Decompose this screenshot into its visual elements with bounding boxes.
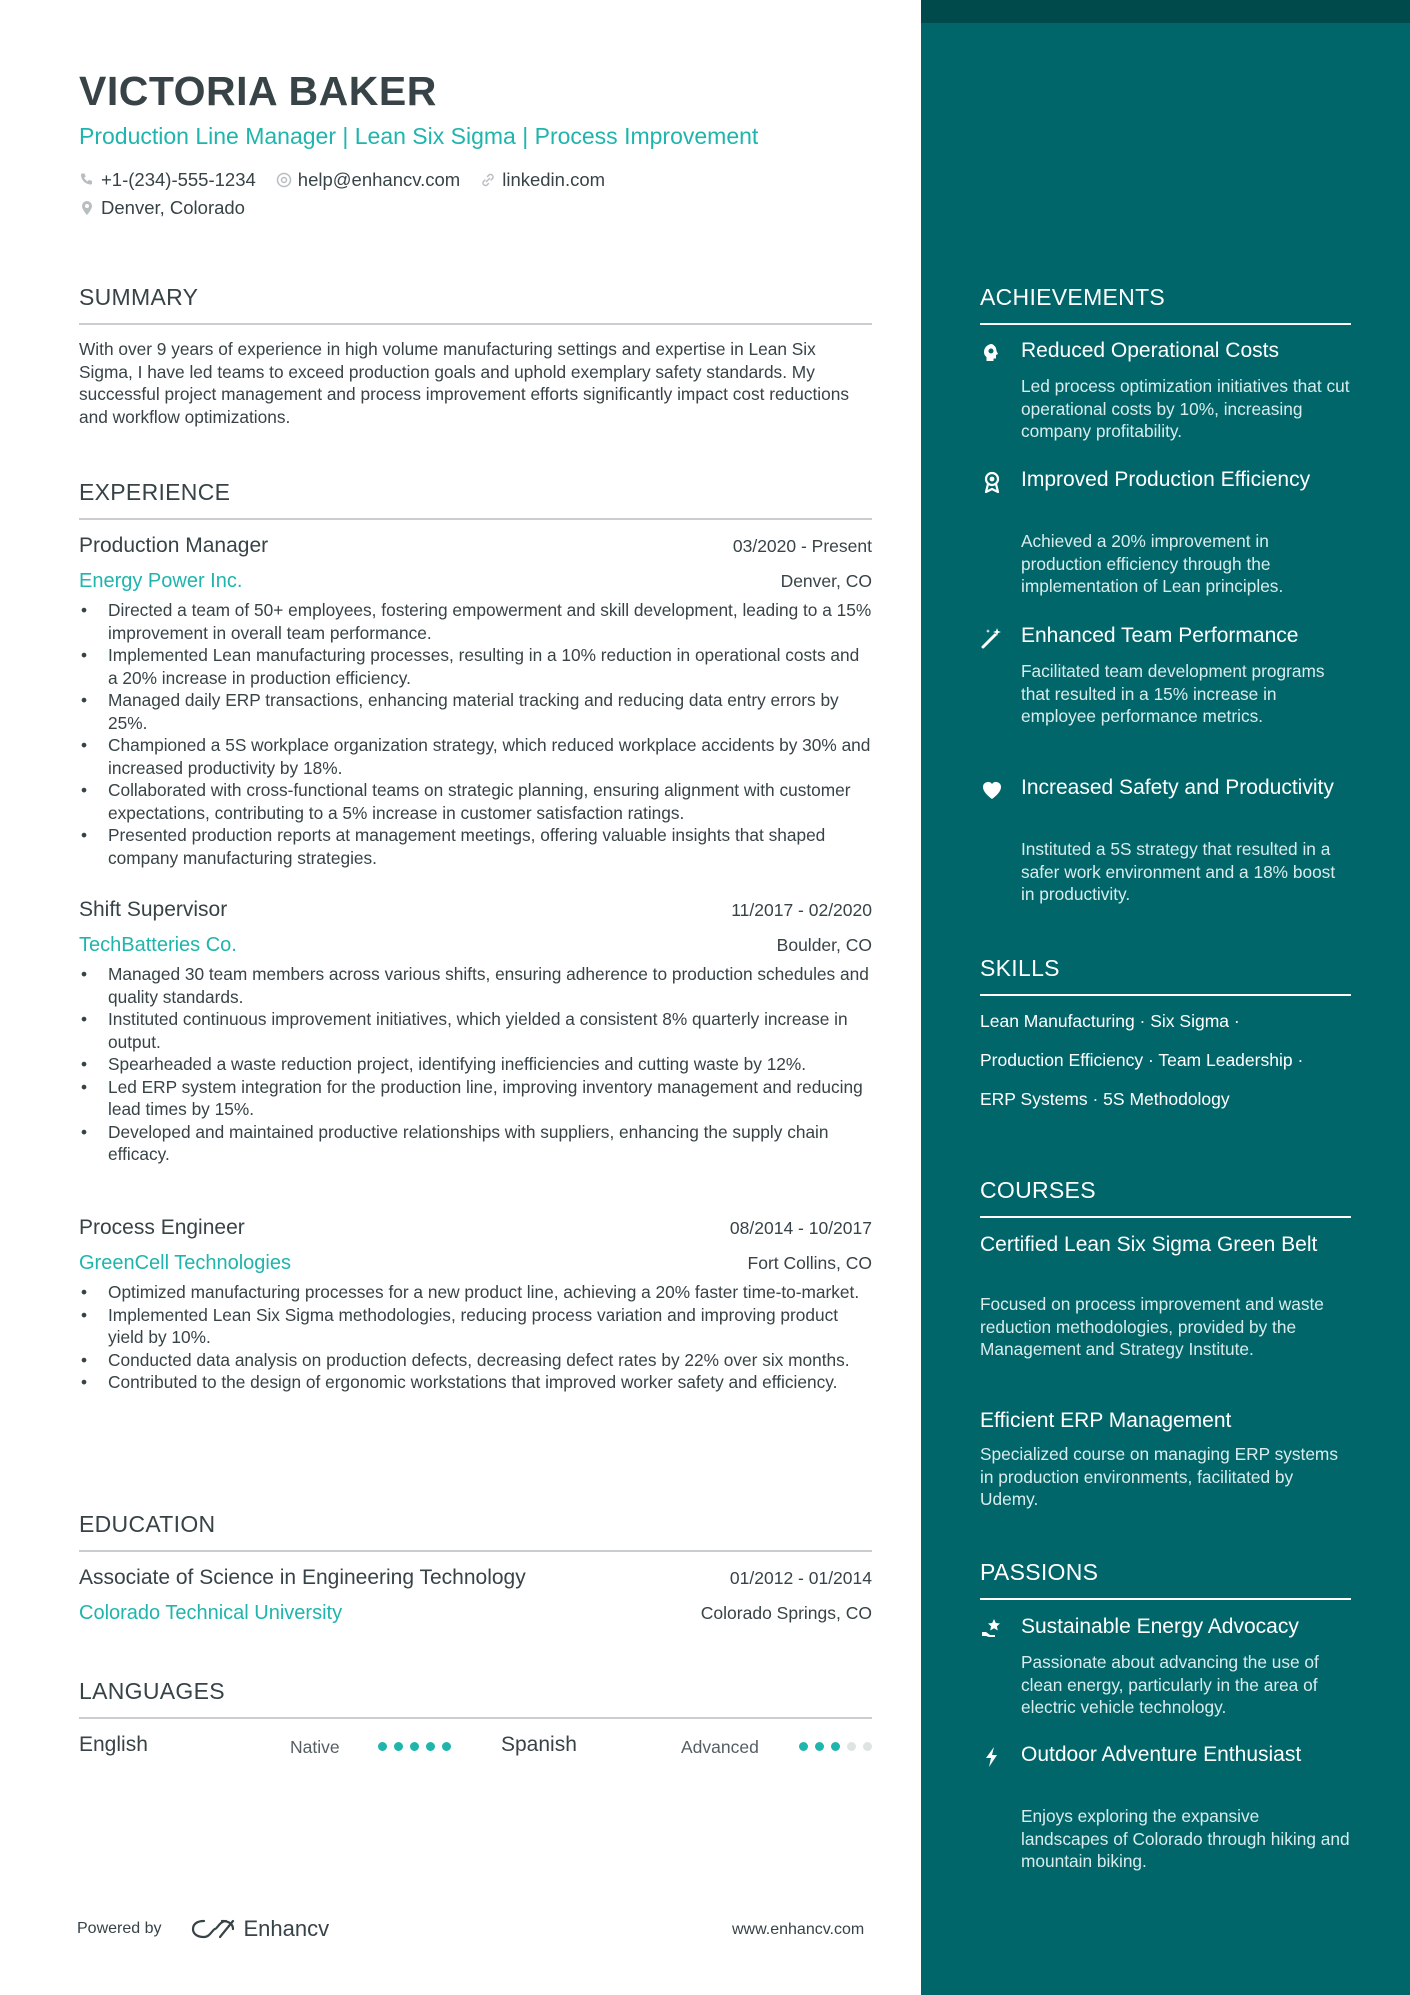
contact-email: [276, 169, 460, 191]
job-date: 03/2020 - Present: [732, 536, 872, 556]
language-rating: [378, 1742, 458, 1751]
contact-phone: [79, 169, 256, 191]
job-bullets: [79, 599, 872, 869]
job-date: 08/2014 - 10/2017: [729, 1218, 872, 1238]
course-desc: Focused on process improvement and waste reduction methodologies, provided by the Management and Strategy Institute.: [980, 1294, 1324, 1359]
job-entry: [79, 898, 872, 1166]
brand-name: Enhancv: [243, 1916, 330, 1941]
passions-title: PASSIONS: [980, 1559, 1351, 1600]
job-bullet: • Presented production reports at management meetings, offering valuable insights that shaped company manufacturing strategies.: [79, 824, 872, 869]
experience-title: EXPERIENCE: [79, 479, 872, 520]
achievement-desc: Facilitated team development programs that resulted in a 15% increase in employee performance metrics.: [1021, 661, 1325, 726]
experience-section: [79, 479, 872, 520]
job-bullet: • Managed daily ERP transactions, enhancing material tracking and reducing data entry errors by 25%.: [79, 689, 872, 734]
job-bullet: • Managed 30 team members across various shifts, ensuring adherence to production schedules and quality standards.: [79, 963, 872, 1008]
job-bullet: • Instituted continuous improvement initiatives, which yielded a consistent 8% quarterly increase in output.: [79, 1008, 872, 1053]
school-location: Colorado Springs, CO: [700, 1603, 872, 1623]
job-bullet: • Conducted data analysis on production defects, decreasing defect rates by 22% over six months.: [79, 1349, 872, 1372]
job-bullet: • Contributed to the design of ergonomic workstations that improved worker safety and efficiency.: [79, 1371, 872, 1394]
job-bullet: • Led ERP system integration for the production line, improving inventory management and reducing lead times by 15%.: [79, 1076, 872, 1121]
summary-section: [79, 284, 872, 428]
email-text[interactable]: help@enhancv.com: [297, 169, 461, 190]
rating-dot: [442, 1742, 451, 1751]
magic-wand-icon: [980, 626, 1004, 650]
rating-dot: [863, 1742, 872, 1751]
location-text: Denver, Colorado: [101, 197, 245, 218]
powered-by-text: Powered by: [77, 1920, 162, 1937]
award-icon: [980, 470, 1004, 494]
enhancv-logo[interactable]: [190, 1916, 330, 1942]
job-title: Production Manager: [79, 534, 269, 557]
languages-row: [79, 1733, 872, 1763]
skills-section: [980, 955, 1351, 996]
phone-icon: [79, 172, 95, 188]
rating-dot: [394, 1742, 403, 1751]
location-pin-icon: [79, 200, 95, 216]
rating-dot: [847, 1742, 856, 1751]
contact-row: [79, 169, 625, 191]
education-title: EDUCATION: [79, 1511, 872, 1552]
skills-line: Lean Manufacturing · Six Sigma ·: [980, 1011, 1240, 1031]
education-date: 01/2012 - 01/2014: [729, 1568, 872, 1588]
job-bullet: • Spearheaded a waste reduction project, identifying inefficiencies and cutting waste by 12%.: [79, 1053, 872, 1076]
link-icon: [480, 172, 496, 188]
skills-line: Production Efficiency · Team Leadership ·: [980, 1050, 1304, 1070]
passion-desc: Enjoys exploring the expansive landscapes of Colorado through hiking and mountain biking.: [1021, 1806, 1350, 1871]
language-name: English: [79, 1733, 148, 1756]
achievements-section: [980, 284, 1351, 325]
job-bullet: • Implemented Lean Six Sigma methodologies, reducing process variation and improving product yield by 10%.: [79, 1304, 872, 1349]
sidebar: [921, 0, 1410, 1995]
skills-line: ERP Systems · 5S Methodology: [980, 1089, 1230, 1109]
enhancv-logo-icon: [190, 1917, 236, 1941]
job-bullet: • Directed a team of 50+ employees, fostering empowerment and skill development, leading to a 15% improvement in overall team performance.: [79, 599, 872, 644]
sidebar-top-band: [921, 0, 1410, 23]
job-bullet: • Optimized manufacturing processes for a new product line, achieving a 20% faster time-to-market.: [79, 1281, 872, 1304]
job-entry: [79, 534, 872, 869]
summary-text: With over 9 years of experience in high volume manufacturing settings and expertise in Lean Six Sigma, I have led teams to exceed production goals and uphold exemplary safety standards. My successful project management and process improvement efforts significantly impact cost reductions and workflow optimizations.: [79, 339, 850, 427]
job-title: Process Engineer: [79, 1216, 245, 1239]
passion-desc: Passionate about advancing the use of clean energy, particularly in the area of electric vehicle technology.: [1021, 1652, 1319, 1717]
achievement-title: Enhanced Team Performance: [1021, 624, 1299, 647]
candidate-tagline: Production Line Manager | Lean Six Sigma | Process Improvement: [79, 123, 759, 149]
phone-text[interactable]: +1-(234)-555-1234: [101, 169, 256, 190]
summary-title: SUMMARY: [79, 284, 872, 325]
achievement-desc: Led process optimization initiatives that cut operational costs by 10%, increasing company profitability.: [1021, 376, 1350, 441]
footer-powered-by: [77, 1916, 329, 1942]
passion-title: Sustainable Energy Advocacy: [1021, 1615, 1299, 1638]
degree-title: Associate of Science in Engineering Technology: [79, 1566, 526, 1589]
rating-dot: [831, 1742, 840, 1751]
language-level: Advanced: [681, 1737, 759, 1757]
job-entry: [79, 1216, 872, 1394]
passion-title: Outdoor Adventure Enthusiast: [1021, 1743, 1302, 1766]
job-company: GreenCell Technologies: [79, 1252, 291, 1274]
achievement-title: Improved Production Efficiency: [1021, 468, 1311, 491]
skills-title: SKILLS: [980, 955, 1351, 996]
rating-dot: [815, 1742, 824, 1751]
rating-dot: [426, 1742, 435, 1751]
achievement-desc: Achieved a 20% improvement in production efficiency through the implementation of Lean principles.: [1021, 531, 1284, 596]
course-desc: Specialized course on managing ERP systems in production environments, facilitated by Udemy.: [980, 1444, 1338, 1509]
job-bullet: • Collaborated with cross-functional teams on strategic planning, ensuring alignment with customer expectations, contributing to a 5% increase in customer satisfaction ratings.: [79, 779, 872, 824]
at-icon: [276, 172, 292, 188]
job-bullet: • Implemented Lean manufacturing processes, resulting in a 10% reduction in operational costs and a 20% increase in production efficiency.: [79, 644, 872, 689]
job-bullets: [79, 1281, 872, 1394]
language-rating: [799, 1742, 879, 1751]
languages-title: LANGUAGES: [79, 1678, 872, 1719]
language-level: Native: [290, 1737, 340, 1757]
heart-icon: [980, 778, 1004, 802]
courses-title: COURSES: [980, 1177, 1351, 1218]
contact-location: [79, 197, 245, 219]
courses-section: [980, 1177, 1351, 1218]
rating-dot: [378, 1742, 387, 1751]
contact-linkedin: [480, 169, 605, 191]
footer-url[interactable]: www.enhancv.com: [732, 1921, 865, 1938]
job-bullet: • Developed and maintained productive relationships with suppliers, enhancing the supply chain efficacy.: [79, 1121, 872, 1166]
job-date: 11/2017 - 02/2020: [731, 900, 872, 920]
job-location: Denver, CO: [780, 571, 872, 591]
course-title: Efficient ERP Management: [980, 1409, 1232, 1432]
job-bullets: [79, 963, 872, 1166]
job-location: Fort Collins, CO: [747, 1253, 872, 1273]
candidate-name: VICTORIA BAKER: [79, 68, 437, 114]
achievements-title: ACHIEVEMENTS: [980, 284, 1351, 325]
contact-row-location: [79, 197, 265, 219]
school-name: Colorado Technical University: [79, 1602, 343, 1624]
education-entry: [79, 1566, 872, 1625]
linkedin-text[interactable]: linkedin.com: [502, 169, 606, 190]
course-title: Certified Lean Six Sigma Green Belt: [980, 1233, 1318, 1256]
job-company: Energy Power Inc.: [79, 570, 243, 592]
rating-dot: [799, 1742, 808, 1751]
rating-dot: [410, 1742, 419, 1751]
lightbulb-head-icon: [980, 341, 1004, 365]
job-bullet: • Championed a 5S workplace organization strategy, which reduced workplace accidents by 30% and increased productivity by 18%.: [79, 734, 872, 779]
language-name: Spanish: [501, 1733, 577, 1756]
achievement-title: Increased Safety and Productivity: [1021, 776, 1334, 799]
achievement-desc: Instituted a 5S strategy that resulted in a safer work environment and a 18% boost in productivity.: [1021, 839, 1336, 904]
achievement-title: Reduced Operational Costs: [1021, 339, 1279, 362]
job-company: TechBatteries Co.: [79, 934, 237, 956]
job-title: Shift Supervisor: [79, 898, 228, 921]
passions-section: [980, 1559, 1351, 1600]
education-section: [79, 1511, 872, 1552]
lightning-icon: [980, 1745, 1004, 1769]
star-hand-icon: [980, 1617, 1004, 1641]
job-location: Boulder, CO: [776, 935, 872, 955]
languages-section: [79, 1678, 872, 1719]
